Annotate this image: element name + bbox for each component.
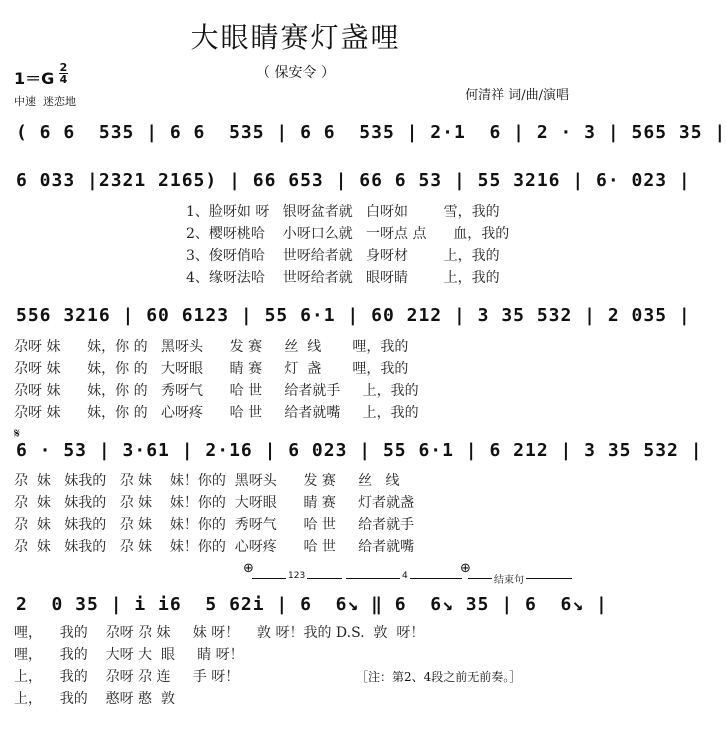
time-signature (59, 62, 68, 85)
tempo-marking: 中速 迷恋地 (14, 95, 76, 108)
coda-icon-2: ⊕ (460, 561, 471, 576)
notation-row-3: 556 3216 | 60 6123 | 55 6·1 | 60 212 | 3 35 532 | 2 035 | (16, 305, 691, 326)
lyric-row-2-verse-3: 3、俊呀俏哈 世呀给者就 身呀材 上，我的 (186, 248, 500, 264)
lyric-row-2-verse-2: 2、樱呀桃哈 小呀口么就 一呀点 点 血，我的 (186, 226, 510, 242)
footnote: ［注：第2、4段之前无前奏。］ (356, 670, 522, 684)
volta-label-end: 结束句 (492, 571, 526, 586)
credit-line: 何清祥 词/曲/演唱 (465, 88, 569, 103)
lyric-row-4-verse-4: 尕 妹 妹我的 尕 妹 妹！你的 心呀疼 哈 世 给者就嘴 (14, 539, 415, 555)
lyric-row-3-verse-2: 尕呀 妹 妹，你 的 大呀眼 睛 赛 灯 盏 哩，我的 (14, 361, 409, 377)
key-signature: 1＝G (14, 69, 55, 88)
lyric-row-3-verse-3: 尕呀 妹 妹，你 的 秀呀气 哈 世 给者就手 上，我的 (14, 383, 419, 399)
song-title: 大眼睛赛灯盏哩 (190, 21, 401, 54)
volta-label-2: 4 (402, 571, 408, 581)
lyric-row-4-verse-3: 尕 妹 妹我的 尕 妹 妹！你的 秀呀气 哈 世 给者就手 (14, 517, 415, 533)
time-sig-bottom: 4 (59, 73, 68, 86)
time-sig-top: 2 (59, 61, 68, 74)
lyric-row-4-verse-2: 尕 妹 妹我的 尕 妹 妹！你的 大呀眼 睛 赛 灯者就盏 (14, 495, 415, 511)
lyric-row-5-verse-3: 上， 我的 尕呀 尕 连 手 呀！ (14, 669, 240, 685)
song-subtitle: （ 保安令 ） (256, 65, 335, 81)
lyric-row-4-verse-1: 尕 妹 妹我的 尕 妹 妹！你的 黑呀头 发 赛 丝 线 (14, 473, 400, 489)
notation-row-5: 2 0 35 | i i6 5 62i | 6 6↘ ‖ 6 6↘ 35 | 6 6↘ | (16, 594, 608, 615)
lyric-row-3-verse-1: 尕呀 妹 妹，你 的 黑呀头 发 赛 丝 线 哩，我的 (14, 339, 409, 355)
volta-label-1: 123 (288, 571, 306, 581)
notation-row-1: ( 6 6 535 | 6 6 535 | 6 6 535 | 2·1 6 | 2 · 3 | 565 35 | (16, 122, 726, 143)
lyric-row-2-verse-4: 4、缘呀法哈 世呀给者就 眼呀睛 上，我的 (186, 270, 500, 286)
notation-row-4: 6 · 53 | 3·61 | 2·16 | 6 023 | 55 6·1 | 6 212 | 3 35 532 | (16, 440, 703, 461)
coda-icon-1: ⊕ (243, 561, 254, 576)
lyric-row-5-verse-4: 上， 我的 憨呀 憨 敦 (14, 691, 175, 707)
notation-row-2: 6 033 |2321 2165) | 66 653 | 66 6 53 | 55 3216 | 6· 023 | (16, 170, 691, 191)
lyric-row-5-verse-2: 哩， 我的 大呀 大 眼 睛 呀！ (14, 647, 244, 663)
lyric-row-2-verse-1: 1、脸呀如 呀 银呀盆者就 白呀如 雪，我的 (186, 204, 500, 220)
segno-icon: 𝄋 (14, 426, 21, 442)
lyric-row-3-verse-4: 尕呀 妹 妹，你 的 心呀疼 哈 世 给者就嘴 上，我的 (14, 405, 419, 421)
lyric-row-5-verse-1: 哩， 我的 尕呀 尕 妹 妹 呀！ 敦 呀！我的 D.S. 敦 呀！ (14, 625, 425, 641)
